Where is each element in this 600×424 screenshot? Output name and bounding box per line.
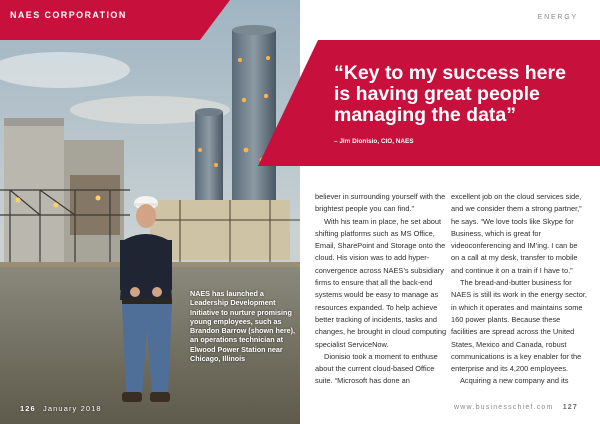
left-page-footer <box>20 404 102 413</box>
pull-quote: “Key to my success here is having great people managing the data” <box>334 62 566 126</box>
right-page-footer <box>454 404 578 411</box>
photo-caption: NAES has launched a Leadership Development Initiative to nurture promising young employees, such as Brandon Barrow (shown here), an operations technician at Elwood Power Station near Chicago, Illinois <box>190 289 296 364</box>
body-column-1 <box>315 191 451 388</box>
left-page-number: 126 <box>20 404 36 413</box>
paragraph: With his team in place, he set about shifting platforms such as MS Office, Email, SharePoint and Storage onto the cloud. His vision was to add hyper-convergence across NAES’s subsidiary firms to ensure that all the back-end systems would be easy to manage as resources expanded. To help achieve better tracking of incidents, tasks and changes, he brought in cloud computing specialist ServiceNow. <box>315 216 447 349</box>
website-url: www.businesschief.com <box>454 404 554 411</box>
pull-quote-attribution: – Jim Dionisio, CIO, NAES <box>334 138 414 145</box>
section-label: ENERGY <box>537 14 578 21</box>
paragraph: excellent job on the cloud services side, and we consider them a strong partner,” he says. “We love tools like Skype for Business, which is great for videoconferencing and IM’ing. I can be on a call at my desk, transfer to mobile and continue it on a train if I have to.” <box>451 192 582 275</box>
company-banner <box>0 0 230 42</box>
paragraph: Dionisio took a moment to enthuse about the current cloud-based Office suite. “Microsoft has done an <box>315 351 438 386</box>
paragraph: Acquiring a new company and its <box>460 376 569 386</box>
company-name: NAES CORPORATION <box>10 10 127 20</box>
paragraph: The bread-and-butter business for NAES is still its work in the energy sector, in which it operates and maintains some 160 power plants. Because these facilities are spread across the United States, Mexico and Canada, robust communications is a key enabler for the enterprise and its 4,200 employees. <box>451 278 587 374</box>
body-column-2 <box>451 191 587 388</box>
paragraph: believer in surrounding yourself with the brightest people you can find.” <box>315 192 446 214</box>
issue-date: January 2018 <box>43 404 102 413</box>
right-page-number: 127 <box>562 404 578 411</box>
